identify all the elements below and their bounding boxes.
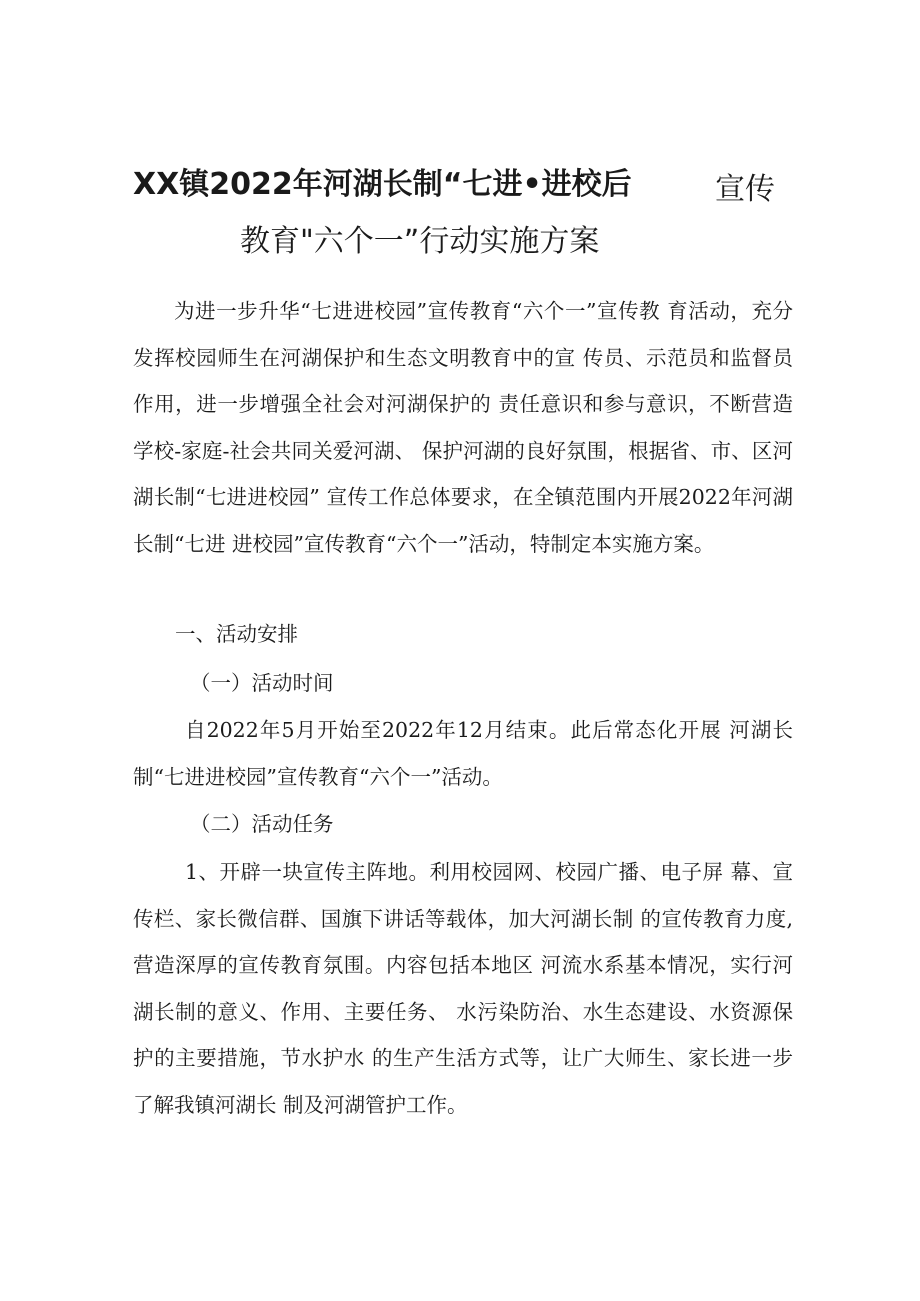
intro-paragraph: 为进一步升华“七进进校园”宣传教育“六个一”宣传教 育活动，充分发挥校园师生在河湖保护和生态文明教育中的宣 传员、示范员和监督员作用，进一步增强全社会对河湖保护的 责任意识和参与意识，不断营造学校-家庭-社会共同关爱河湖、 保护河湖的良好氛围，根据省、市、区河湖长制“七进进校园” 宣传工作总体要求，在全镇范围内开展2022年河湖长制“七进 进校园”宣传教育“六个一”活动，特制定本实施方案。 [133, 299, 793, 556]
activity-time-paragraph: 自2022年5月开始至2022年12月结束。此后常态化开展 河湖长制“七进进校园”宣传教育“六个一”活动。 [133, 718, 793, 789]
document-title-line1: XX镇2022年河湖长制“七进•进校后 [133, 167, 632, 202]
document-title-line2: 教育"六个一”行动实施方案 [240, 224, 600, 259]
subheading-activity-tasks: （二）活动任务 [190, 812, 334, 836]
section-heading-activity-arrangement: 一、活动安排 [175, 622, 298, 646]
document-title-line1-tail: 宣传 [715, 172, 775, 207]
task-1-paragraph: 1、开辟一块宣传主阵地。利用校园网、校园广播、电子屏 幕、宣传栏、家长微信群、国旗下讲话等载体，加大河湖长制 的宣传教育力度,营造深厚的宣传教育氛围。内容包括本地区 河流水系基本情况，实行河湖长制的意义、作用、主要任务、 水污染防治、水生态建设、水资源保护的主要措施，节水护水 的生产生活方式等，让广大师生、家长进一步了解我镇河湖长 制及河湖管护工作。 [133, 860, 793, 1117]
subheading-activity-time: （一）活动时间 [190, 671, 334, 695]
